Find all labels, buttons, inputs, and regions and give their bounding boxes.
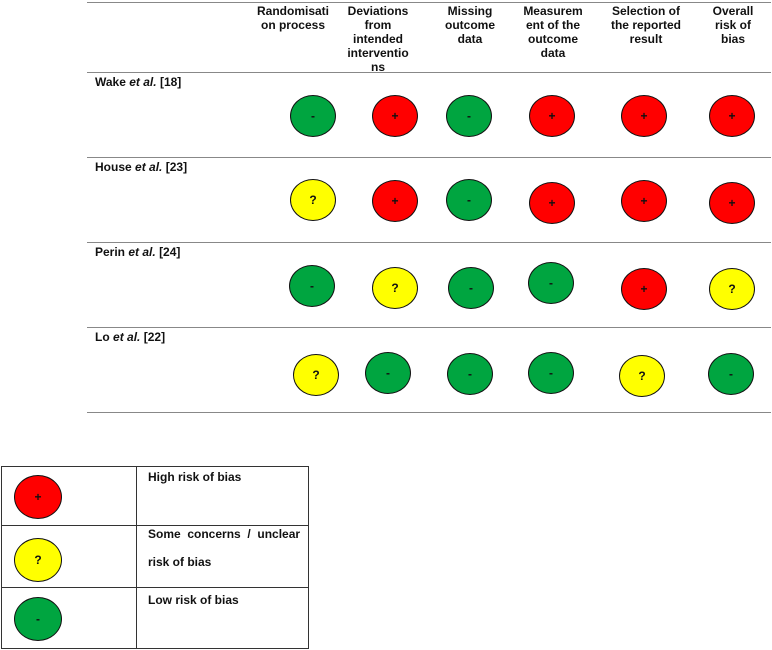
legend-divider-horizontal [2, 587, 308, 588]
row-separator [87, 157, 771, 158]
study-etal: et al. [113, 330, 141, 344]
risk-indicator-circle: + [709, 95, 755, 137]
risk-indicator-circle: + [529, 95, 575, 137]
risk-indicator-circle: - [708, 353, 754, 395]
risk-indicator-circle: - [447, 353, 493, 395]
risk-indicator-circle: + [372, 95, 418, 137]
risk-indicator-circle: - [446, 95, 492, 137]
risk-indicator-circle: + [621, 180, 667, 222]
study-etal: et al. [129, 75, 157, 89]
header-separator [87, 72, 771, 73]
study-etal: et al. [135, 160, 163, 174]
legend-high-risk-circle: + [14, 475, 62, 519]
row-label-perin [95, 245, 180, 259]
row-label-house [95, 160, 187, 174]
legend-low-risk-label [148, 593, 302, 607]
study-author: Perin [95, 245, 126, 259]
study-author: House [95, 160, 132, 174]
risk-indicator-circle: - [290, 95, 336, 137]
risk-indicator-circle: - [528, 262, 574, 304]
legend-divider-horizontal [2, 525, 308, 526]
study-author: Lo [95, 330, 110, 344]
row-label-lo [95, 330, 165, 344]
column-header-missing-data: Missing outcome data [444, 4, 495, 46]
study-reference: [22] [143, 330, 166, 344]
table-bottom-border [87, 412, 771, 413]
legend-low-risk-circle: - [14, 597, 62, 641]
risk-indicator-circle: - [528, 352, 574, 394]
legend-high-risk-label [148, 470, 302, 484]
risk-indicator-circle: + [709, 182, 755, 224]
legend-unclear-label [148, 527, 302, 569]
risk-indicator-circle: ? [293, 354, 339, 396]
risk-indicator-circle: - [446, 179, 492, 221]
risk-indicator-circle: + [621, 95, 667, 137]
table-top-border [87, 2, 771, 3]
legend-text-line: Low risk of bias [148, 593, 239, 607]
column-header-deviations: Deviations from intended interventio ns [347, 4, 409, 74]
risk-indicator-circle: - [289, 265, 335, 307]
row-separator [87, 242, 771, 243]
risk-indicator-circle: + [372, 180, 418, 222]
column-header-overall: Overall risk of bias [712, 4, 754, 46]
legend-divider-vertical [136, 467, 137, 648]
risk-indicator-circle: ? [290, 179, 336, 221]
risk-indicator-circle: + [621, 268, 667, 310]
column-header-randomisation: Randomisati on process [256, 4, 329, 32]
study-reference: [23] [165, 160, 188, 174]
risk-indicator-circle: - [365, 352, 411, 394]
legend-text-line: High risk of bias [148, 470, 242, 484]
risk-indicator-circle: + [529, 182, 575, 224]
risk-indicator-circle: ? [372, 267, 418, 309]
legend-box [1, 466, 309, 649]
legend-text-line: Some concerns / unclear [148, 527, 301, 541]
row-label-wake [95, 75, 181, 89]
risk-indicator-circle: ? [709, 268, 755, 310]
study-etal: et al. [128, 245, 156, 259]
row-separator [87, 327, 771, 328]
legend-unclear-circle: ? [14, 538, 62, 582]
legend-text-line: risk of bias [148, 555, 212, 569]
study-reference: [24] [159, 245, 181, 259]
risk-indicator-circle: ? [619, 355, 665, 397]
risk-indicator-circle: - [448, 267, 494, 309]
column-header-measurement: Measurem ent of the outcome data [523, 4, 583, 60]
study-author: Wake [95, 75, 126, 89]
column-header-selection: Selection of the reported result [610, 4, 681, 46]
study-reference: [18] [159, 75, 182, 89]
